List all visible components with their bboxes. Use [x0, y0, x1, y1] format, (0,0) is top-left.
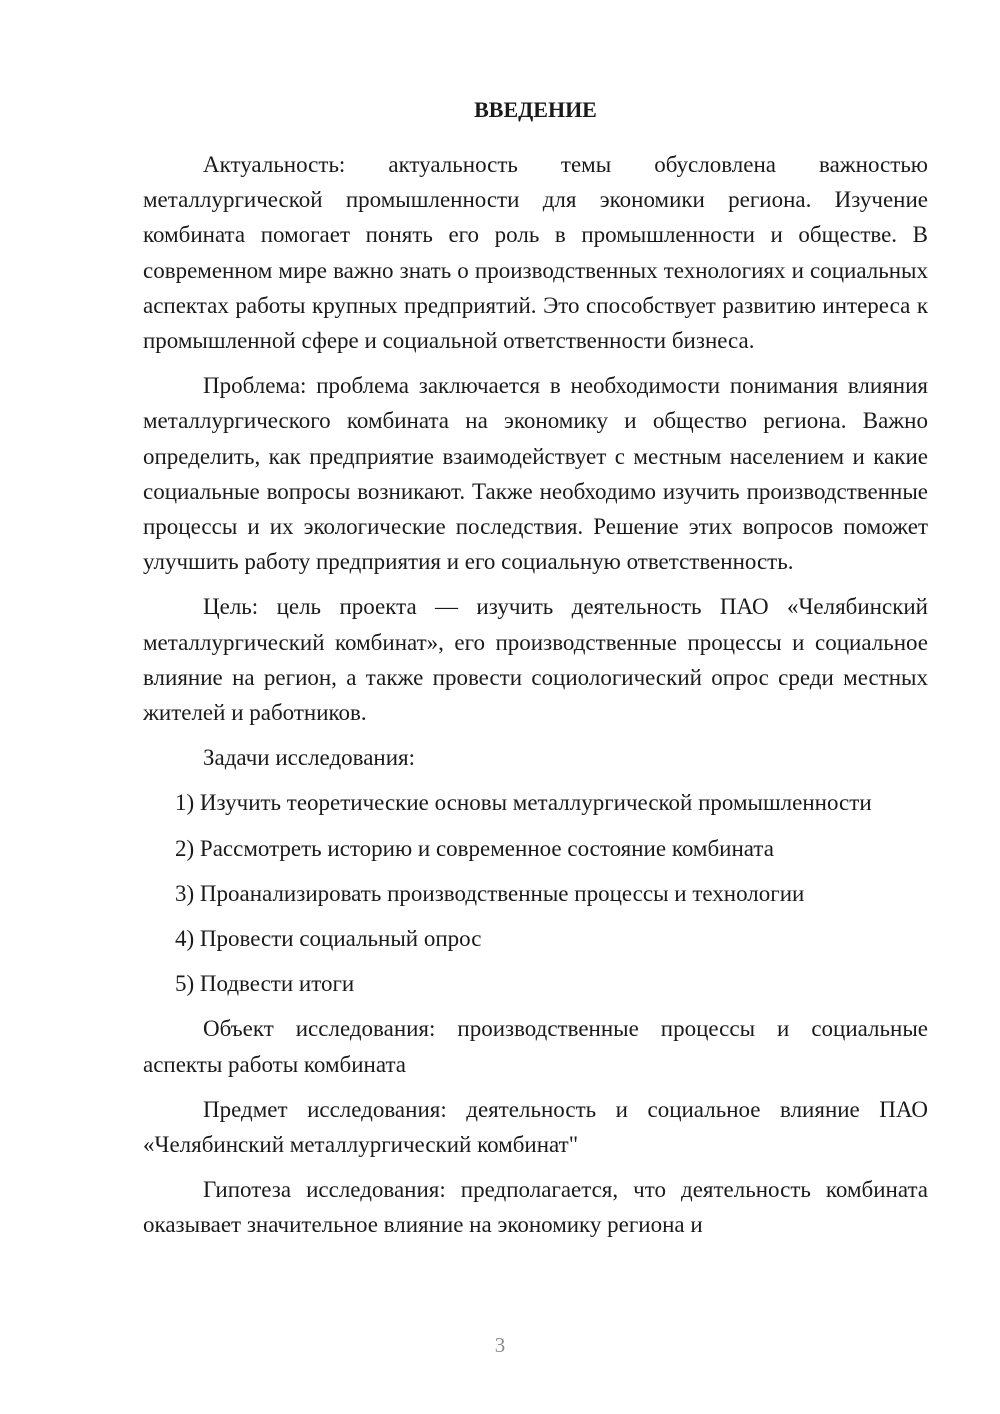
tasks-title: Задачи исследования:	[203, 745, 416, 771]
task-item: 4) Провести социальный опрос	[175, 926, 482, 952]
page-content	[143, 92, 928, 1253]
paragraph-problem: Проблема: проблема заключается в необходимости понимания влияния металлургического комбината на экономику и общество региона. Важно определить, как предприятие взаимодействует с местным населением и какие социальные вопросы возникают. Также необходимо изучить производственные процессы и их экологические последствия. Решение этих вопросов поможет улучшить работу предприятия и его социальную ответственность.	[143, 373, 928, 575]
task-item: 1) Изучить теоретические основы металлургической промышленности	[175, 790, 872, 816]
task-item: 2) Рассмотреть историю и современное состояние комбината	[175, 835, 774, 861]
task-item: 5) Подвести итоги	[175, 971, 355, 997]
paragraph-object: Объект исследования: производственные процессы и социальные аспекты работы комбината	[143, 1016, 928, 1077]
paragraph-relevance: Актуальность: актуальность темы обусловлена важностью металлургической промышленности для экономики региона. Изучение комбината помогает понять его роль в промышленности и обществе. В современном мире важно знать о производственных технологиях и социальных аспектах работы крупных предприятий. Это способствует развитию интереса к промышленной сфере и социальной ответственности бизнеса.	[143, 152, 928, 354]
paragraph-subject: Предмет исследования: деятельность и социальное влияние ПАО «Челябинский металлургический комбинат"	[143, 1096, 928, 1158]
section-heading: ВВЕДЕНИЕ	[474, 97, 597, 122]
task-item: 3) Проанализировать производственные процессы и технологии	[175, 880, 805, 906]
page-number: 3	[494, 1333, 506, 1357]
paragraph-hypothesis: Гипотеза исследования: предполагается, что деятельность комбината оказывает значительное влияние на экономику региона и	[143, 1177, 928, 1238]
paragraph-goal: Цель: цель проекта — изучить деятельность ПАО «Челябинский металлургический комбинат», его производственные процессы и социальное влияние на регион, а также провести социологический опрос среди местных жителей и работников.	[143, 594, 928, 726]
tasks-list	[143, 785, 928, 1001]
